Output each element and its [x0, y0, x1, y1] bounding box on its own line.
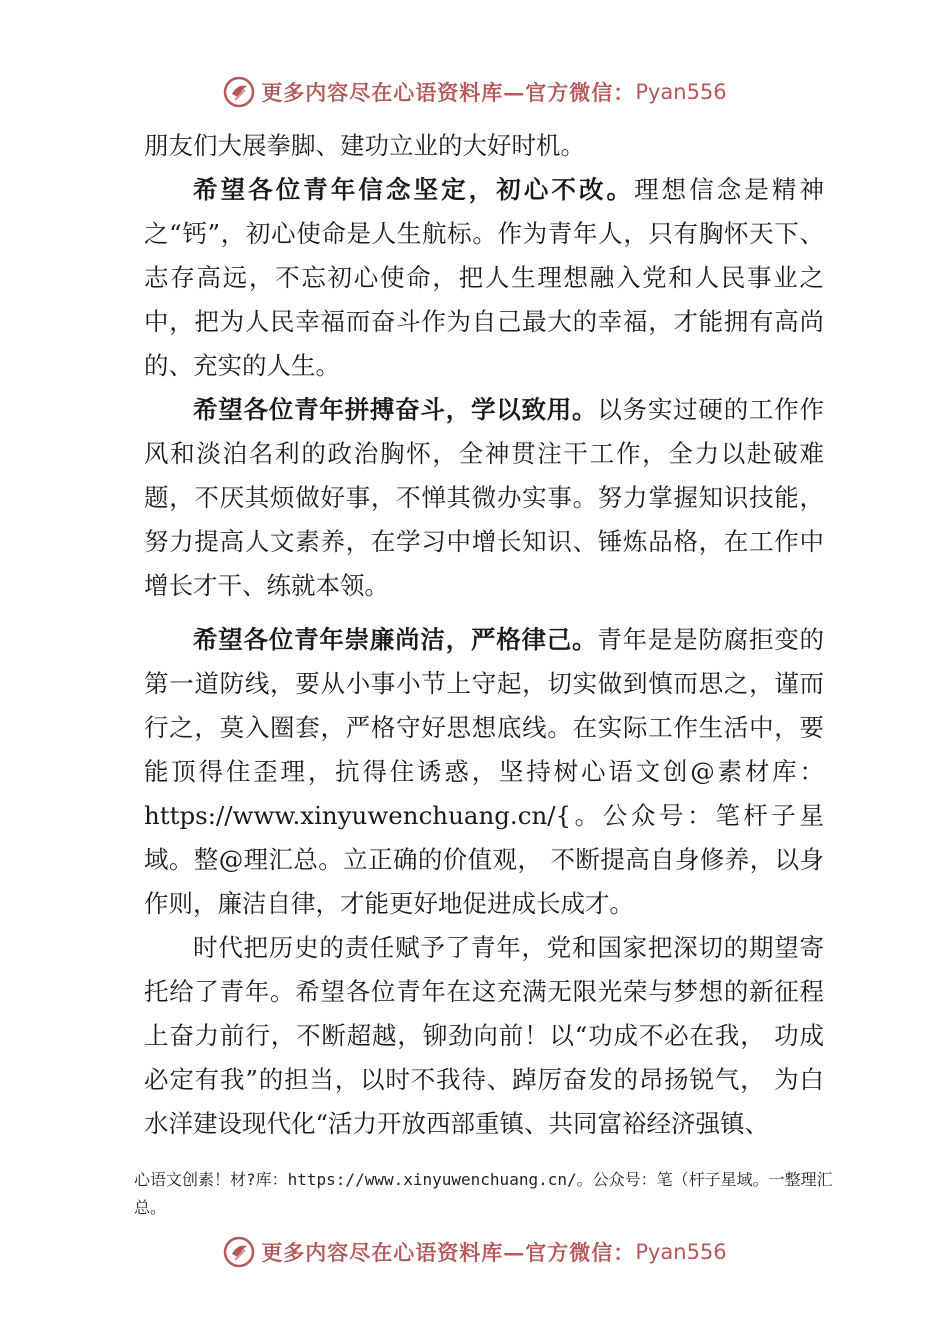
- paragraph-lead: 希望各位青年信念坚定，初心不改。: [193, 175, 635, 204]
- footer-banner: [0, 1228, 950, 1276]
- paragraph-3: [144, 388, 824, 608]
- banner-text: 更多内容尽在心语资料库—官方微信：: [261, 1240, 636, 1265]
- paragraph-4: [144, 618, 824, 926]
- banner-text: 更多内容尽在心语资料库—官方微信：: [261, 80, 636, 105]
- paragraph-1: [144, 124, 824, 168]
- paragraph-text: 以务实过硬的工作作风和淡泊名利的政治胸怀，全神贯注干工作，全力以赴破难题，不厌其烦做好事，不惮其微办实事。努力掌握知识技能，努力提高人文素养，在学习中增长知识、锤炼品格，在工作中增长才干、练就本领。: [144, 395, 825, 600]
- paragraph-lead: 希望各位青年崇廉尚洁，严格律己。: [193, 625, 598, 654]
- paragraph-text: 朋友们大展拳脚、建功立业的大好时机。: [144, 131, 585, 160]
- paragraph-text: 青年是是防腐拒变的第一道防线，要从小事小节上守起，切实做到慎而思之，谨而行之，莫入圈套，严格守好思想底线。在实际工作生活中，要能顶得住歪理，抗得住诱惑，坚持树心语文创@素材库：https://www.xinyuwenchuang.cn/{。公众号：笔杆子星域。整@理汇总。立正确的价值观， 不断提高自身修养，以身作则，廉洁自律，才能更好地促进成长成才。: [144, 625, 825, 918]
- logo-icon: [223, 1236, 255, 1268]
- paragraph-2: [144, 168, 824, 388]
- footnote: 心语文创素！材?库：https://www.xinyuwenchuang.cn/。公众号：笔（杆子星域。一整理汇总。: [134, 1170, 833, 1217]
- paragraph-5: [144, 926, 824, 1146]
- logo-icon: [223, 76, 255, 108]
- document-body: [144, 124, 824, 1146]
- paragraph-lead: 希望各位青年拼搏奋斗，学以致用。: [193, 395, 598, 424]
- banner-wechat-id: Pyan556: [635, 1240, 727, 1264]
- header-banner: [0, 68, 950, 116]
- paragraph-text: 时代把历史的责任赋予了青年，党和国家把深切的期望寄托给了青年。希望各位青年在这充满无限光荣与梦想的新征程上奋力前行，不断超越，铆劲向前！以“功成不必在我， 功成必定有我”的担当，以时不我待、踔厉奋发的昂扬锐气， 为白水洋建设现代化“活力开放西部重镇、共同富裕经济强镇、: [144, 933, 824, 1138]
- paragraph-text: 理想信念是精神之“钙”，初心使命是人生航标。作为青年人，只有胸怀天下、志存高远，不忘初心使命，把人生理想融入党和人民事业之中，把为人民幸福而奋斗作为自己最大的幸福，才能拥有高尚的、充实的人生。: [144, 175, 825, 380]
- banner-wechat-id: Pyan556: [635, 80, 727, 104]
